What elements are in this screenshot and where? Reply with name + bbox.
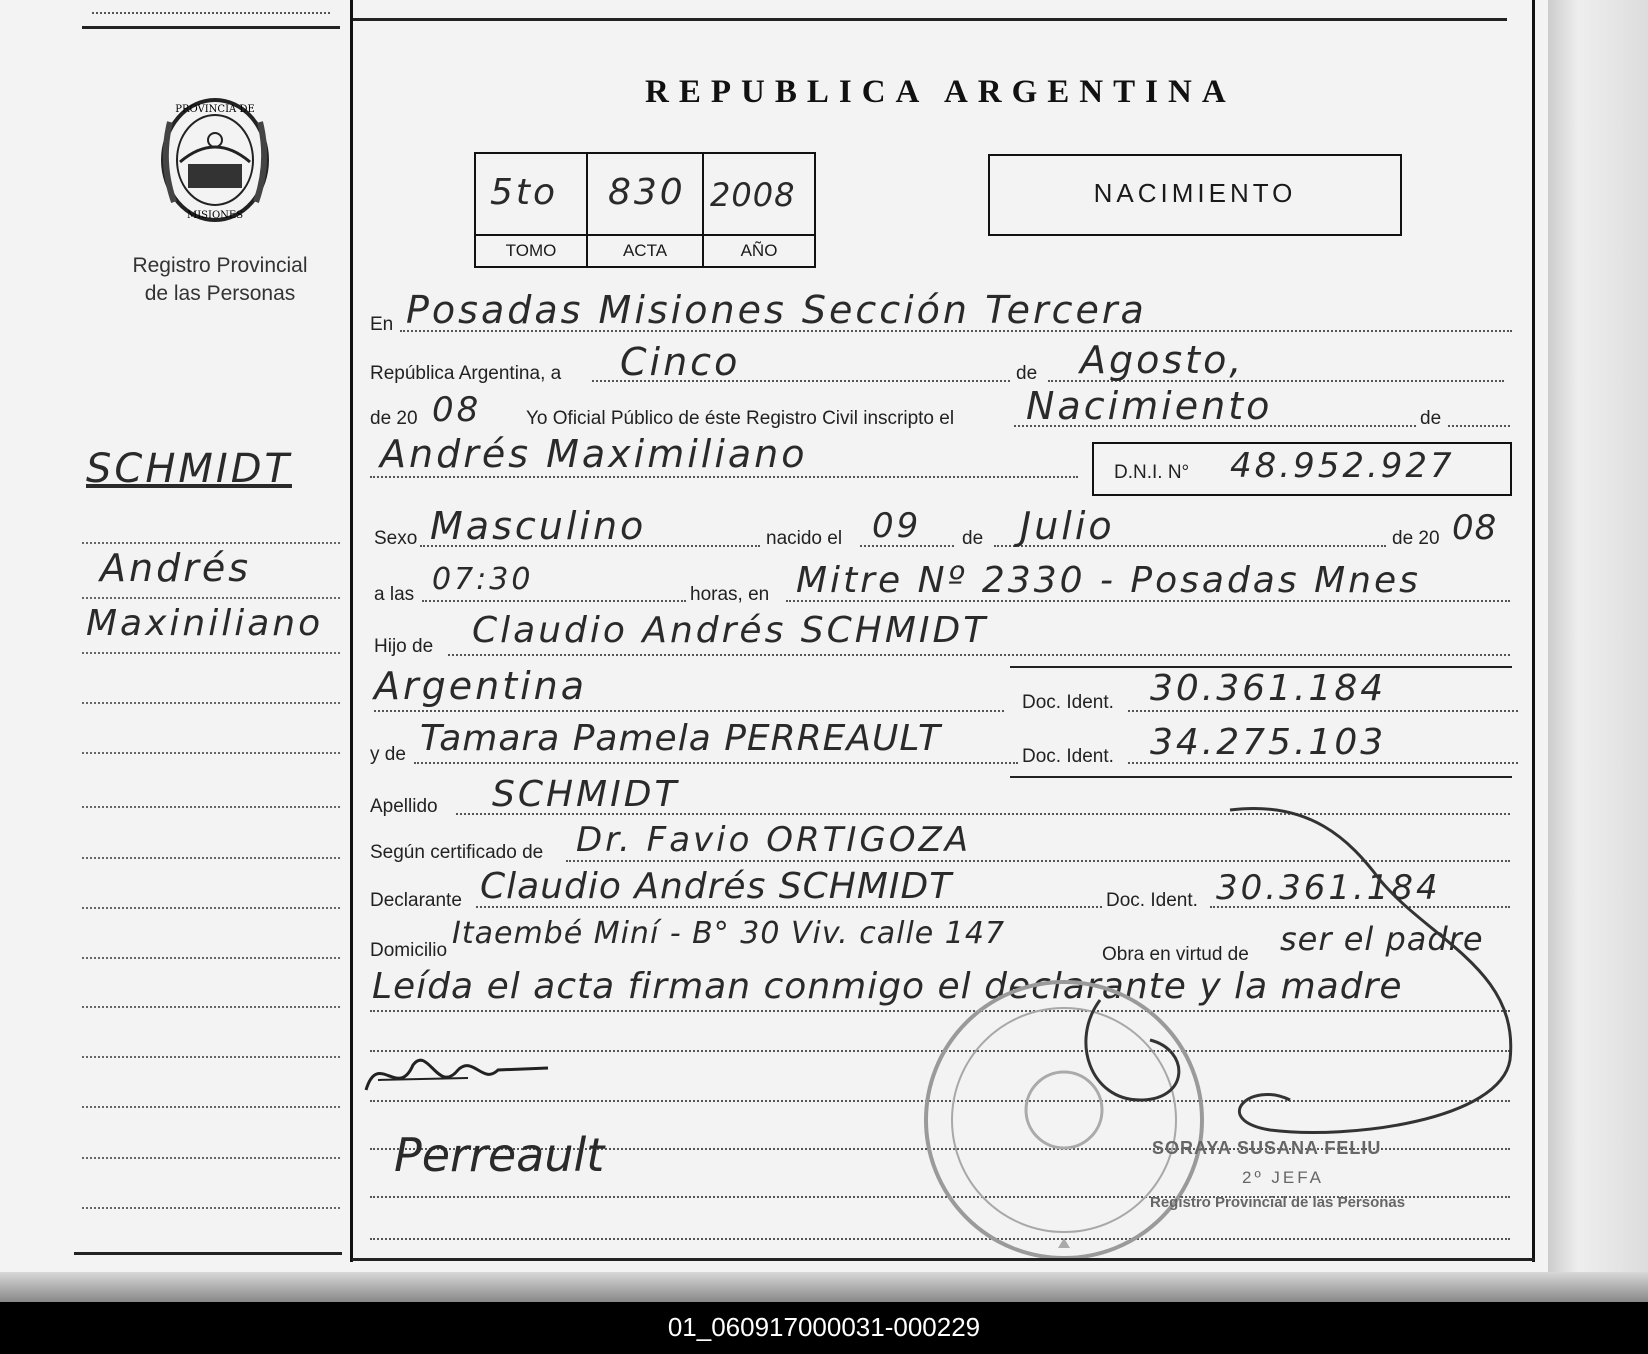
- sidebar-given-name-2: Maxiniliano: [86, 603, 324, 644]
- sidebar-line: [82, 1157, 340, 1159]
- declarant-signature: [358, 1040, 558, 1110]
- l6-mid: horas, en: [690, 584, 770, 605]
- declarant-capacity: ser el padre: [1280, 920, 1484, 958]
- tomo-cell: [476, 154, 588, 266]
- l8-line: [374, 710, 1004, 712]
- record-number-box: [474, 152, 816, 268]
- l3-line-end: [1448, 425, 1510, 427]
- top-border-right: [352, 18, 1507, 21]
- sidebar-line: [82, 1056, 340, 1058]
- sidebar-given-name-1: Andrés: [100, 546, 251, 590]
- top-border-left: [82, 26, 340, 29]
- l9-prefix: y de: [370, 744, 406, 765]
- dni-box: [1092, 442, 1512, 496]
- sidebar-line: [82, 957, 340, 959]
- mother-signature: Perreault: [394, 1128, 605, 1182]
- l7-line: [448, 654, 1510, 656]
- assigned-surname: SCHMIDT: [492, 774, 680, 815]
- declarant-address: Itaembé Miní - B° 30 Viv. calle 147: [452, 916, 1006, 951]
- official-signature: [1050, 800, 1530, 1160]
- country-title: REPUBLICA ARGENTINA: [645, 74, 1236, 110]
- l10-prefix: Apellido: [370, 796, 438, 817]
- l1-prefix: En: [370, 314, 394, 335]
- l7-prefix: Hijo de: [374, 636, 434, 657]
- sidebar-line: [82, 1207, 340, 1209]
- l5-prefix: Sexo: [374, 528, 418, 549]
- mother-name: Tamara Pamela PERREAULT: [420, 718, 942, 759]
- page-edge-shadow: [1548, 0, 1648, 1300]
- acta-value: 830: [608, 172, 686, 213]
- right-page-border: [1532, 0, 1535, 1262]
- record-type: NACIMIENTO: [1093, 178, 1297, 208]
- svg-text:PROVINCIA DE: PROVINCIA DE: [175, 104, 255, 115]
- l8-doc-label: Doc. Ident.: [1022, 692, 1114, 713]
- sidebar-line: [82, 652, 340, 654]
- l12-doc-label: Doc. Ident.: [1106, 890, 1198, 911]
- mother-doc: 34.275.103: [1150, 722, 1387, 763]
- sidebar-line: [82, 907, 340, 909]
- l5-born: nacido el: [766, 528, 843, 549]
- child-sex: Masculino: [430, 504, 647, 548]
- official-title: 2º JEFA: [1242, 1168, 1325, 1187]
- birth-time: 07:30: [432, 562, 534, 597]
- sidebar-line: [82, 857, 340, 859]
- l5-de: de: [962, 528, 984, 549]
- official-name: SORAYA SUSANA FELIU: [1152, 1138, 1382, 1158]
- registry-name-line-2: de las Personas: [144, 282, 296, 305]
- province-seal: [150, 92, 280, 227]
- father-doc: 30.361.184: [1150, 668, 1387, 709]
- l5-suffix: de 20: [1392, 528, 1440, 549]
- l6-prefix: a las: [374, 584, 415, 605]
- l2-prefix: República Argentina, a: [370, 363, 562, 384]
- dni-number: 48.952.927: [1230, 446, 1455, 486]
- birth-place: Mitre Nº 2330 - Posadas Mnes: [796, 560, 1421, 601]
- tomo-label: TOMO: [476, 234, 586, 261]
- sidebar-line: [82, 1006, 340, 1008]
- registration-month: Agosto,: [1080, 338, 1245, 382]
- l6-line-time: [422, 600, 686, 602]
- birth-month: Julio: [1020, 504, 1115, 548]
- l11-prefix: Según certificado de: [370, 842, 544, 863]
- birth-year: 08: [1452, 508, 1498, 548]
- page-bottom-shadow: [0, 1272, 1648, 1302]
- sidebar-line: [82, 702, 340, 704]
- footer-bar: [0, 1302, 1648, 1354]
- sidebar-line: [82, 542, 340, 544]
- declarant-name: Claudio Andrés SCHMIDT: [480, 866, 953, 907]
- registry-name: [100, 252, 340, 308]
- anio-label: AÑO: [704, 234, 814, 261]
- father-name: Claudio Andrés SCHMIDT: [472, 610, 989, 651]
- l9-rule: [1010, 776, 1512, 778]
- acta-cell: [588, 154, 704, 266]
- sidebar-line: [82, 806, 340, 808]
- closing-statement: Leída el acta firman conmigo el declarante y la madre: [372, 966, 1403, 1007]
- registry-name-line-1: Registro Provincial: [132, 254, 308, 277]
- official-organization: Registro Provincial de las Personas: [1150, 1194, 1406, 1211]
- l12-prefix: Declarante: [370, 890, 462, 911]
- sidebar-line: [82, 752, 340, 754]
- left-column-divider: [350, 0, 353, 1262]
- record-type-box: [988, 154, 1402, 236]
- top-dotted-left: [92, 12, 330, 14]
- birth-day: 09: [872, 506, 922, 546]
- l13-prefix: Domicilio: [370, 940, 448, 961]
- sidebar-bottom-rule: [74, 1252, 342, 1255]
- place-of-registration: Posadas Misiones Sección Tercera: [406, 288, 1147, 332]
- certifying-doctor: Dr. Favio ORTIGOZA: [576, 820, 972, 860]
- dni-label: D.N.I. N°: [1114, 462, 1190, 483]
- svg-text:MISIONES: MISIONES: [186, 210, 244, 221]
- l4-line: [370, 476, 1078, 478]
- l3-prefix: de 20: [370, 408, 418, 429]
- father-nationality: Argentina: [374, 664, 588, 708]
- child-given-names: Andrés Maximiliano: [380, 432, 808, 476]
- sidebar-surname: SCHMIDT: [86, 446, 292, 492]
- declarant-doc: 30.361.184: [1216, 868, 1441, 908]
- l3-suffix: de: [1420, 408, 1442, 429]
- l3-mid: Yo Oficial Público de éste Registro Civil inscripto el: [526, 408, 955, 429]
- registration-year: 08: [432, 390, 482, 430]
- l9-doc-label: Doc. Ident.: [1022, 746, 1114, 767]
- sidebar-line: [82, 1106, 340, 1108]
- anio-value: 2008: [710, 176, 796, 214]
- l13-mid: Obra en virtud de: [1102, 944, 1249, 965]
- bottom-rule: [352, 1258, 1534, 1261]
- act-type: Nacimiento: [1026, 384, 1273, 428]
- tomo-value: 5to: [490, 172, 559, 213]
- footer-image-id: 01_060917000031-000229: [667, 1312, 981, 1342]
- l2-mid: de: [1016, 363, 1038, 384]
- acta-label: ACTA: [588, 234, 702, 261]
- l9-line: [414, 762, 1018, 764]
- anio-cell: [704, 154, 814, 266]
- l8-line-doc: [1128, 710, 1518, 712]
- sidebar-line: [82, 597, 340, 599]
- registration-day: Cinco: [620, 340, 741, 384]
